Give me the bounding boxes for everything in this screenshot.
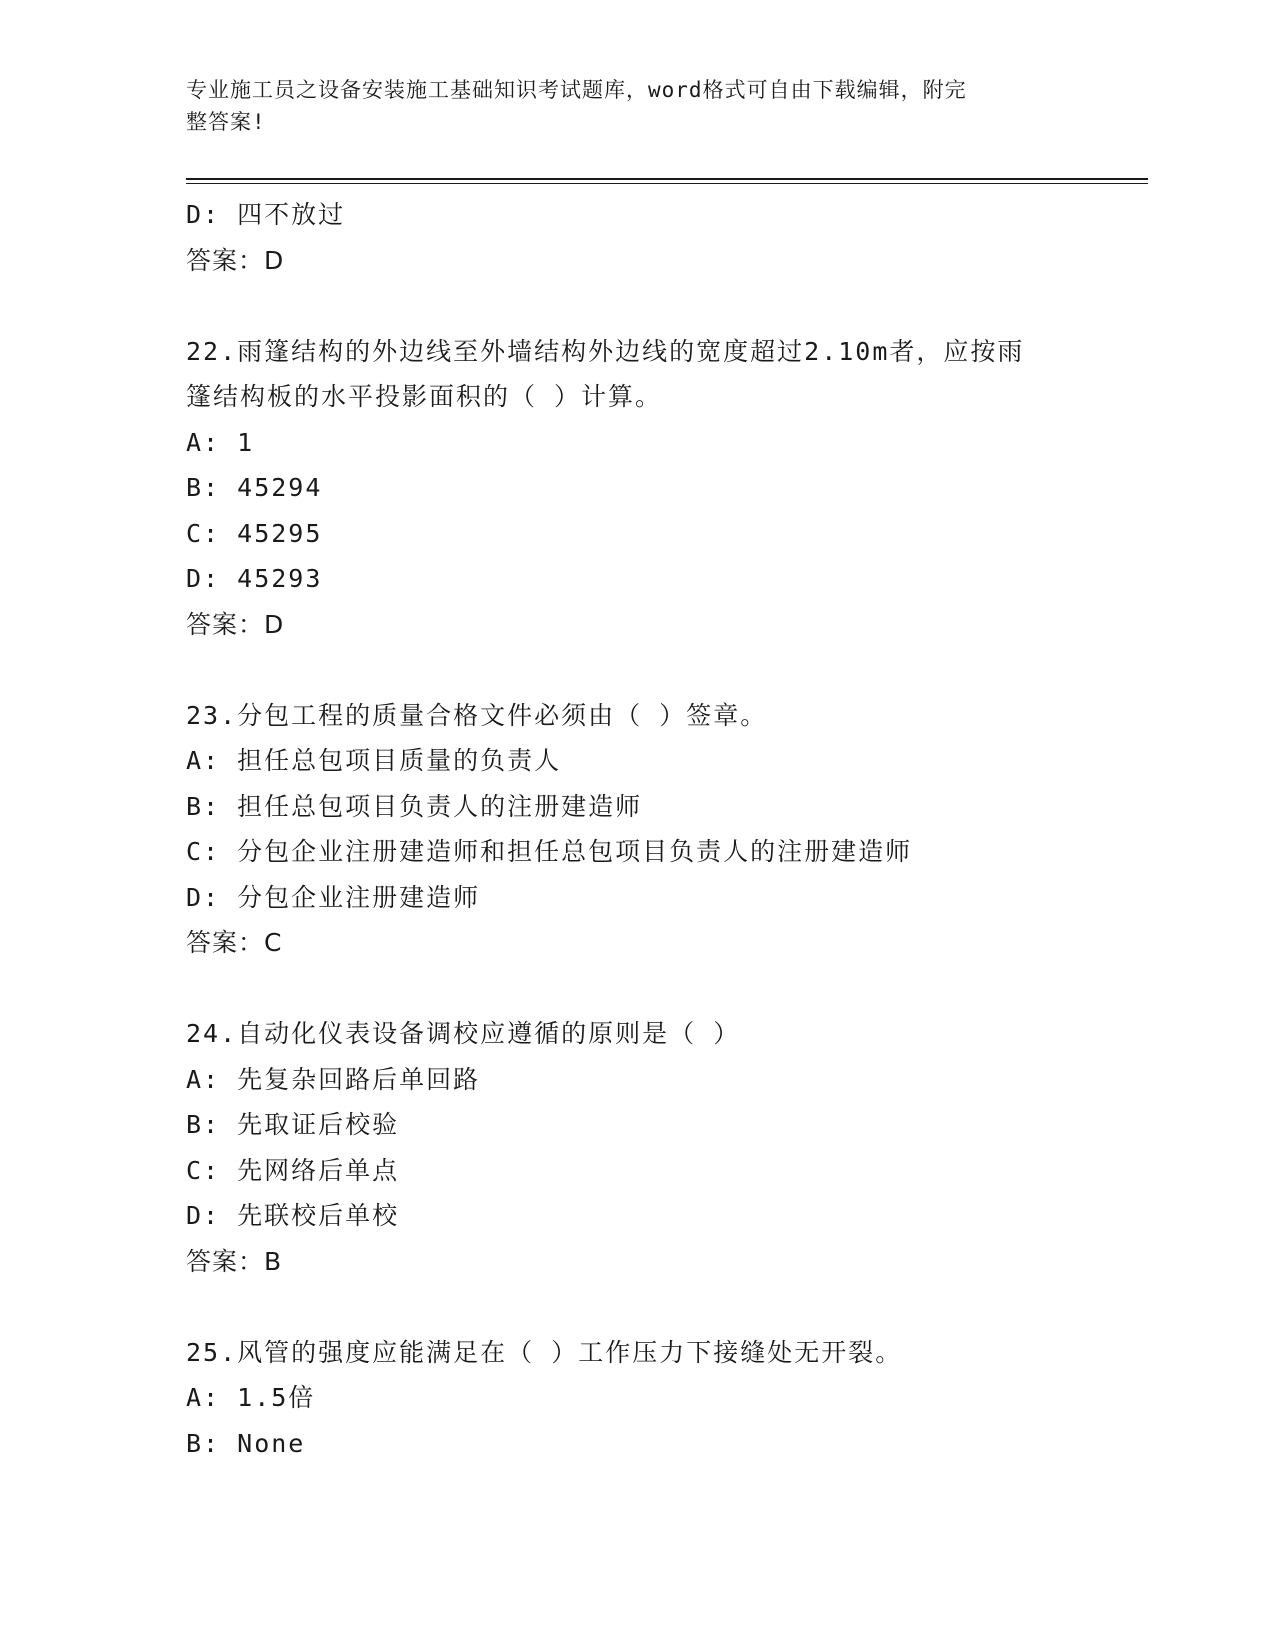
answer: 答案：B xyxy=(186,1246,283,1276)
spacer xyxy=(186,966,1086,1012)
option-d: D: 分包企业注册建造师 xyxy=(186,882,481,912)
header-line-2: 整答案! xyxy=(186,110,266,134)
option-c: C: 45295 xyxy=(186,518,323,548)
spacer xyxy=(186,1284,1086,1330)
option-c: C: 先网络后单点 xyxy=(186,1155,400,1185)
option-c: C: 分包企业注册建造师和担任总包项目负责人的注册建造师 xyxy=(186,837,913,866)
question-25 xyxy=(186,1330,1086,1467)
question-stem: 23.分包工程的质量合格文件必须由（ ）签章。 xyxy=(186,700,768,730)
option-a: A: 1 xyxy=(186,427,255,457)
option-d: D: 先联校后单校 xyxy=(186,1201,400,1230)
option-a: A: 担任总包项目质量的负责人 xyxy=(186,746,562,775)
prev-answer: 答案：D xyxy=(186,245,285,275)
document-header xyxy=(186,74,1066,138)
option-a: A: 先复杂回路后单回路 xyxy=(186,1064,481,1094)
question-stem-cont: 篷结构板的水平投影面积的（ ）计算。 xyxy=(186,382,663,411)
header-divider-thick xyxy=(186,178,1148,180)
question-stem: 22.雨篷结构的外边线至外墙结构外边线的宽度超过2.10m者，应按雨 xyxy=(186,336,1025,366)
question-list xyxy=(186,192,1086,1466)
question-stem: 25.风管的强度应能满足在（ ）工作压力下接缝处无开裂。 xyxy=(186,1337,903,1367)
header-line-1: 专业施工员之设备安装施工基础知识考试题库，word格式可自由下载编辑，附完 xyxy=(186,78,967,102)
question-22 xyxy=(186,329,1086,648)
header-divider-thin xyxy=(186,183,1148,184)
spacer xyxy=(186,283,1086,329)
answer: 答案：C xyxy=(186,928,283,957)
prev-option-d: D: 四不放过 xyxy=(186,200,346,229)
option-d: D: 45293 xyxy=(186,564,323,593)
option-b: B: 45294 xyxy=(186,473,323,502)
spacer xyxy=(186,647,1086,693)
option-a: A: 1.5倍 xyxy=(186,1383,316,1412)
option-b: B: 担任总包项目负责人的注册建造师 xyxy=(186,791,643,821)
answer: 答案：D xyxy=(186,609,285,639)
option-b: B: 先取证后校验 xyxy=(186,1110,400,1139)
question-stem: 24.自动化仪表设备调校应遵循的原则是（ ） xyxy=(186,1019,741,1048)
question-23 xyxy=(186,693,1086,966)
option-b: B: None xyxy=(186,1428,306,1458)
question-24 xyxy=(186,1011,1086,1284)
